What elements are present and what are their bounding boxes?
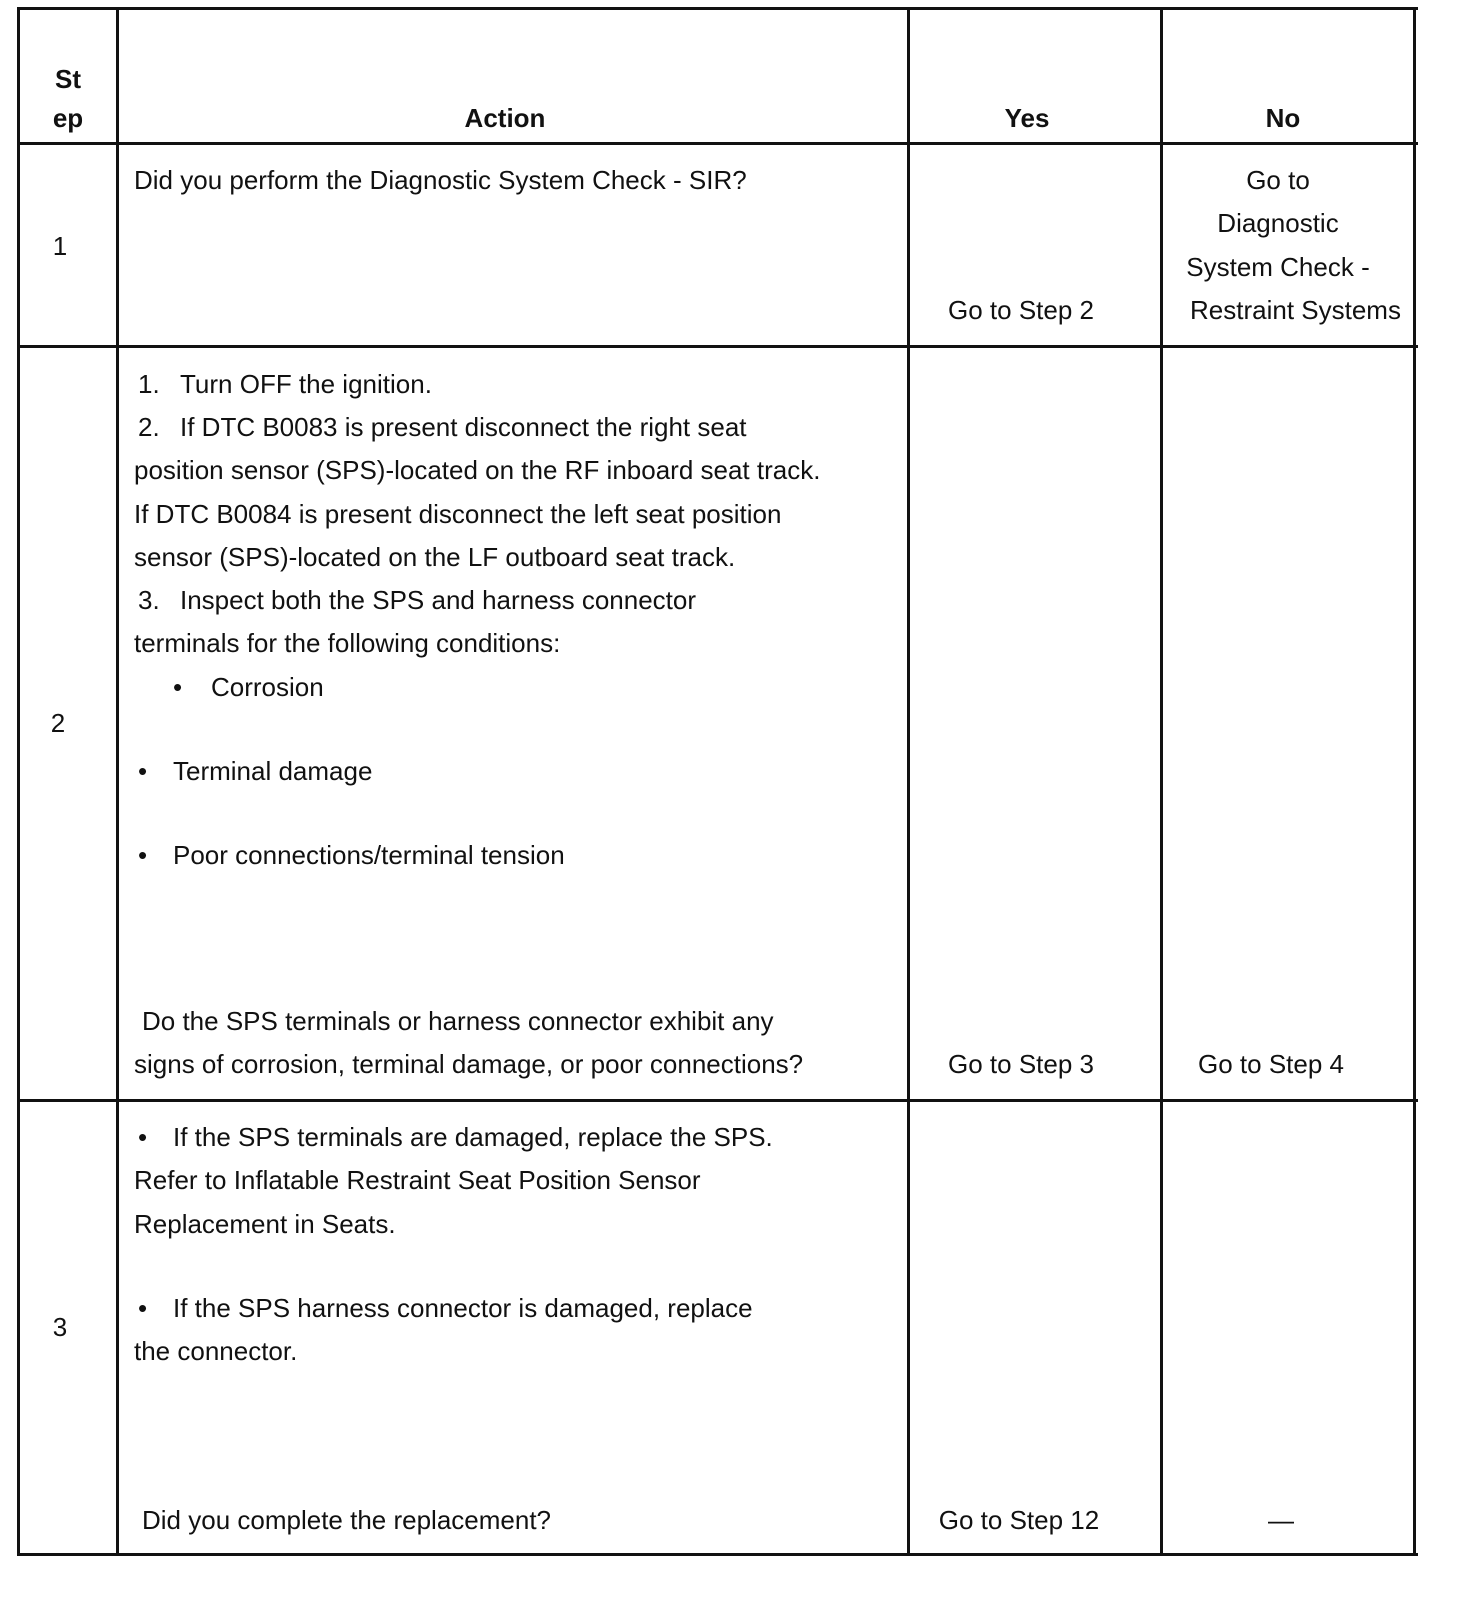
row-1-no-line1: Go to xyxy=(1246,165,1310,195)
row-2-bullet: • xyxy=(173,672,183,702)
header-yes: Yes xyxy=(1004,103,1050,133)
row-2-action-line: position sensor (SPS)-located on the RF inboard seat track. xyxy=(134,455,821,485)
row-2-yes: Go to Step 3 xyxy=(948,1049,1094,1079)
row-2-bullet-item: Poor connections/terminal tension xyxy=(173,840,565,870)
table-border-row2-bottom xyxy=(17,1099,1418,1102)
table-border-right xyxy=(1413,7,1416,1556)
row-2-step: 2 xyxy=(50,708,66,738)
row-2-list-number-1: 1. xyxy=(138,369,160,399)
column-divider-step-action xyxy=(116,7,119,1556)
row-3-no: — xyxy=(1268,1505,1294,1535)
table-border-top xyxy=(17,7,1418,10)
row-3-question: Did you complete the replacement? xyxy=(142,1505,552,1535)
table-border-header-bottom xyxy=(17,142,1418,145)
row-1-action-line: Did you perform the Diagnostic System Check - SIR? xyxy=(134,165,747,195)
row-2-no: Go to Step 4 xyxy=(1198,1049,1344,1079)
row-3-action-line: Replacement in Seats. xyxy=(134,1209,396,1239)
row-2-bullet: • xyxy=(138,756,148,786)
row-2-question: Do the SPS terminals or harness connector exhibit any xyxy=(142,1006,774,1036)
row-2-action-line: sensor (SPS)-located on the LF outboard seat track. xyxy=(134,542,736,572)
row-2-action-line: Inspect both the SPS and harness connector xyxy=(180,585,697,615)
row-3-bullet: • xyxy=(138,1122,148,1152)
row-3-step: 3 xyxy=(52,1312,68,1342)
row-2-bullet: • xyxy=(138,840,148,870)
column-divider-action-yes xyxy=(907,7,910,1556)
row-1-no-line3: System Check - xyxy=(1186,252,1370,282)
row-1-no-line4: Restraint Systems xyxy=(1190,295,1401,325)
row-2-action-line: terminals for the following conditions: xyxy=(134,628,561,658)
row-3-yes: Go to Step 12 xyxy=(938,1505,1100,1535)
row-3-action-line: Refer to Inflatable Restraint Seat Position Sensor xyxy=(134,1165,701,1195)
table-border-bottom xyxy=(17,1553,1418,1556)
header-action: Action xyxy=(464,103,546,133)
row-2-list-number-2: 2. xyxy=(138,412,160,442)
row-2-bullet-item: Corrosion xyxy=(211,672,324,702)
row-3-action-line: If the SPS harness connector is damaged, replace xyxy=(173,1293,753,1323)
row-2-action-line: Turn OFF the ignition. xyxy=(180,369,432,399)
row-2-bullet-item: Terminal damage xyxy=(173,756,373,786)
header-step-line2: ep xyxy=(52,103,84,133)
row-2-action-line: If DTC B0084 is present disconnect the left seat position xyxy=(134,499,782,529)
header-no: No xyxy=(1265,103,1301,133)
row-1-step: 1 xyxy=(52,231,68,261)
row-1-yes: Go to Step 2 xyxy=(948,295,1094,325)
row-2-question: signs of corrosion, terminal damage, or poor connections? xyxy=(134,1049,804,1079)
table-border-row1-bottom xyxy=(17,345,1418,348)
row-1-no-line2: Diagnostic xyxy=(1217,208,1339,238)
row-2-action-line: If DTC B0083 is present disconnect the right seat xyxy=(180,412,747,442)
header-step-line1: St xyxy=(55,64,81,94)
row-3-action-line: If the SPS terminals are damaged, replace the SPS. xyxy=(173,1122,773,1152)
column-divider-yes-no xyxy=(1160,7,1163,1556)
row-3-action-line: the connector. xyxy=(134,1336,298,1366)
row-2-list-number-3: 3. xyxy=(138,585,160,615)
row-3-bullet: • xyxy=(138,1293,148,1323)
